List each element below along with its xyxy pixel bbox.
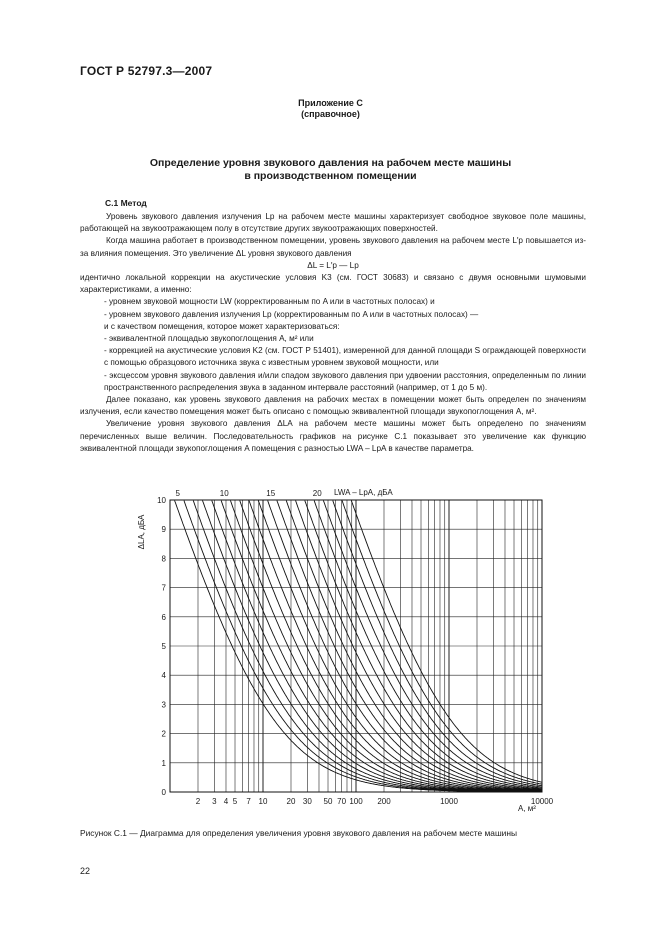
y-tick-label: 5 xyxy=(161,642,166,651)
figure-caption: Рисунок С.1 — Диаграмма для определения увеличения уровня звукового давления на рабочем месте машины xyxy=(80,828,517,838)
series-curve xyxy=(305,501,542,789)
param-tick-label: 20 xyxy=(312,489,322,498)
x-tick-label: 70 xyxy=(337,797,347,806)
list-item: - эквивалентной площадью звукопоглощения A, м² или xyxy=(104,334,314,344)
x-axis-label: A, м² xyxy=(518,804,536,813)
formula: ΔL = L′p — Lp xyxy=(307,260,359,270)
list-item: - уровнем звуковой мощности LW (корректированным по A или в частотных полосах) и xyxy=(104,297,435,307)
y-tick-label: 10 xyxy=(157,496,166,505)
y-tick-label: 2 xyxy=(161,729,166,739)
chart-grid xyxy=(170,500,542,792)
series-curve xyxy=(333,501,542,786)
x-tick-label: 3 xyxy=(212,797,217,806)
param-label: LWA – LpA, дБА xyxy=(334,488,393,497)
paragraph: Уровень звукового давления излучения Lp на рабочем месте машины характеризует свободное звуковое поле машины, работающей на звукоотражающем полу в отсутствие других звукоотражающих поверхностей. xyxy=(80,212,586,234)
x-tick-label: 100 xyxy=(349,797,363,806)
y-tick-label: 1 xyxy=(161,758,166,768)
series-curve xyxy=(342,501,542,785)
x-tick-label: 1000 xyxy=(440,797,458,806)
y-tick-label: 9 xyxy=(161,525,166,535)
figure-c1-chart xyxy=(130,482,554,818)
series-curve xyxy=(351,501,542,783)
y-tick-label: 4 xyxy=(161,671,166,681)
paragraph: Увеличение уровня звукового давления ΔLA на рабочем месте машины может быть определено по значениям перечисленных выше величин. Последовательность графиков на рисунке С.1 показывает это увеличение как функцию эквивалентной площади звукопоглощения A помещения с разностью LWA – LpA в качестве параметра. xyxy=(80,419,586,453)
x-tick-label: 5 xyxy=(232,797,238,806)
list-item: и с качеством помещения, которое может характеризоваться: xyxy=(104,321,340,331)
list-item: - уровнем звукового давления излучения Lp (корректированным по A или в частотных полосах) — xyxy=(104,309,479,319)
y-tick-label: 6 xyxy=(161,612,166,622)
appendix-type: (справочное) xyxy=(301,109,360,119)
paragraph: идентично локальной коррекции на акустические условия K3 (см. ГОСТ 30683) и связано с двумя основными шумовыми характеристиками, а именно: xyxy=(80,273,586,295)
x-tick-label: 10 xyxy=(258,797,268,806)
y-axis-label: ΔLA, дБА xyxy=(137,514,146,550)
param-tick-label: 5 xyxy=(175,489,180,498)
page-number: 22 xyxy=(80,866,91,876)
list-item: - эксцессом уровня звукового давления и/или спадом звукового давления при удвоении расстояния, определенным по линии пространственного распределения звука в заданном интервале расстояний (например, от 1 до 5 м). xyxy=(104,370,586,392)
x-tick-label: 2 xyxy=(195,797,201,806)
param-tick-label: 15 xyxy=(266,489,276,498)
series-curve xyxy=(268,501,542,791)
title-line-2: в производственном помещении xyxy=(244,170,417,182)
section-heading: С.1 Метод xyxy=(105,198,147,208)
x-tick-label: 10000 xyxy=(530,797,554,806)
paragraph: Далее показано, как уровень звукового давления на рабочих местах в помещении может быть определен по значениям излучения, если качество помещения может быть описано с помощью эквивалентной площади звукопоглощения A, м². xyxy=(80,395,586,417)
y-tick-label: 0 xyxy=(161,788,166,797)
param-tick-label: 10 xyxy=(219,489,229,498)
x-tick-label: 200 xyxy=(377,797,391,806)
y-tick-label: 7 xyxy=(161,583,166,593)
x-tick-label: 50 xyxy=(323,797,333,806)
document-header: ГОСТ Р 52797.3—2007 xyxy=(80,64,213,78)
x-tick-label: 7 xyxy=(246,797,251,806)
body-text xyxy=(80,211,586,455)
y-tick-label: 8 xyxy=(161,554,166,564)
appendix-label: Приложение С xyxy=(298,98,363,108)
list-item: - коррекцией на акустические условия K2 (см. ГОСТ Р 51401), измеренной для данной площади S ограждающей поверхности с помощью образцового источника звука с известным уровнем звуковой мощности, или xyxy=(104,346,586,368)
x-tick-label: 20 xyxy=(286,797,296,806)
title-line-1: Определение уровня звукового давления на рабочем месте машины xyxy=(149,157,512,169)
appendix-heading xyxy=(0,98,661,120)
x-tick-label: 30 xyxy=(302,797,312,806)
x-tick-label: 4 xyxy=(223,797,229,806)
y-tick-label: 3 xyxy=(161,700,166,710)
paragraph: Когда машина работает в производственном помещении, уровень звукового давления на рабочем месте L′p повышается из-за влияния помещения. Это увеличение ΔL уровня звукового давления xyxy=(80,236,586,258)
appendix-title xyxy=(0,157,661,183)
